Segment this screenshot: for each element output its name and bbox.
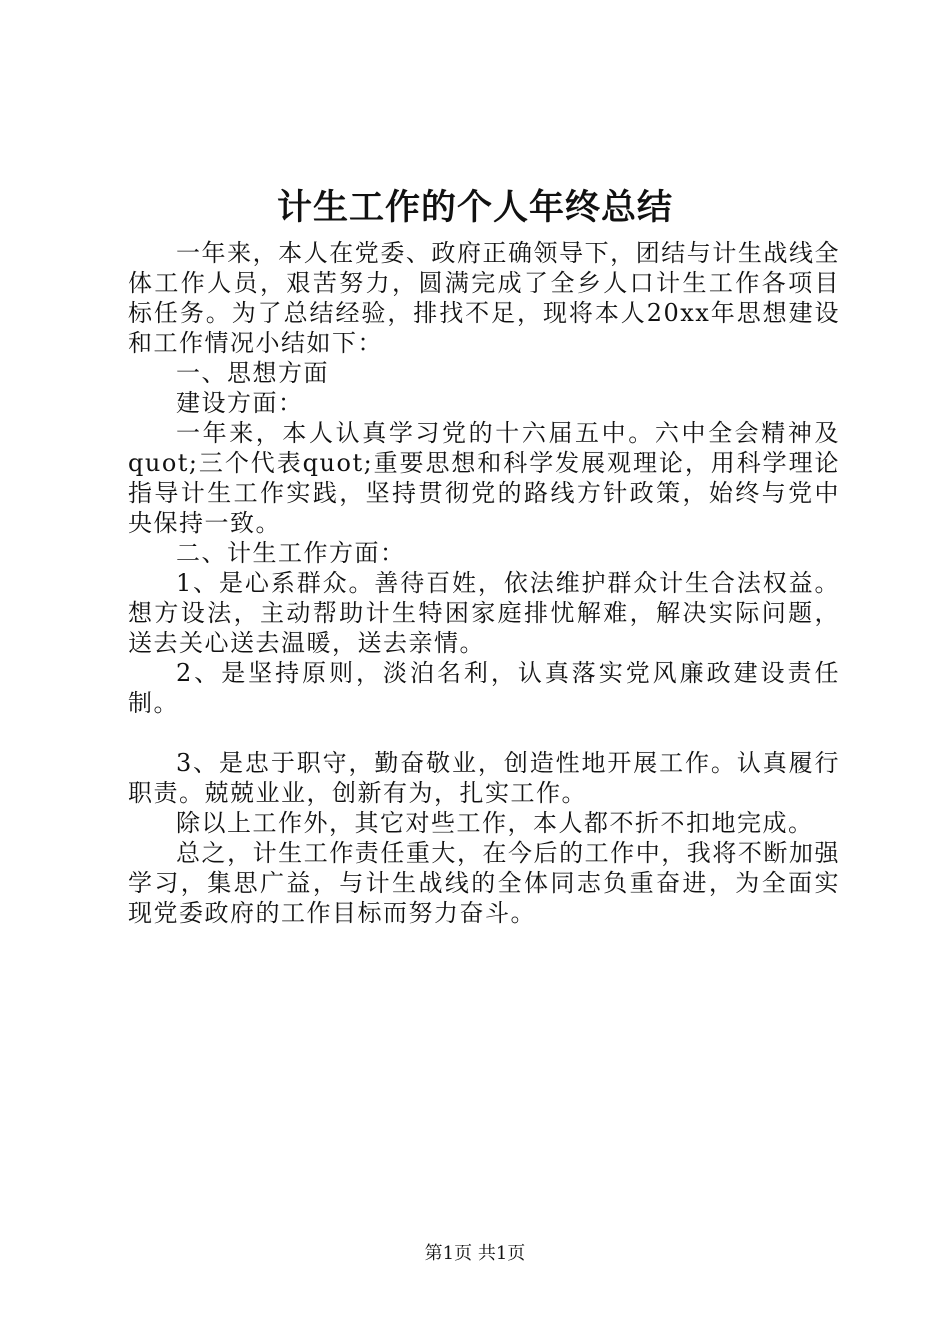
paragraph-item-2: 2、是坚持原则，淡泊名利，认真落实党风廉政建设责任制。 bbox=[128, 659, 840, 717]
paragraph-spacer bbox=[128, 718, 840, 748]
paragraph-study: 一年来，本人认真学习党的十六届五中。六中全会精神及quot;三个代表quot;重要思想和科学发展观理论，用科学理论指导计生工作实践，坚持贯彻党的路线方针政策，始终与党中央保持一致。 bbox=[128, 419, 840, 537]
page-footer: 第1页 共1页 bbox=[424, 1243, 526, 1264]
document-body bbox=[128, 238, 840, 928]
paragraph-item-3: 3、是忠于职守，勤奋敬业，创造性地开展工作。认真履行职责。兢兢业业，创新有为，扎实工作。 bbox=[128, 749, 840, 807]
section-heading-work: 二、计生工作方面： bbox=[176, 539, 406, 567]
paragraph-item-1: 1、是心系群众。善待百姓，依法维护群众计生合法权益。想方设法，主动帮助计生特困家庭排忧解难，解决实际问题，送去关心送去温暖，送去亲情。 bbox=[128, 569, 840, 657]
paragraph-conclusion: 总之，计生工作责任重大，在今后的工作中，我将不断加强学习，集思广益，与计生战线的全体同志负重奋进，为全面实现党委政府的工作目标而努力奋斗。 bbox=[128, 839, 840, 927]
paragraph-other-work: 除以上工作外，其它对些工作，本人都不折不扣地完成。 bbox=[176, 809, 814, 837]
section-heading-thought: 一、思想方面 bbox=[176, 359, 329, 387]
document-title: 计生工作的个人年终总结 bbox=[276, 187, 673, 228]
subheading-construction: 建设方面： bbox=[176, 389, 304, 417]
paragraph-intro: 一年来，本人在党委、政府正确领导下，团结与计生战线全体工作人员，艰苦努力，圆满完成了全乡人口计生工作各项目标任务。为了总结经验，排找不足，现将本人20xx年思想建设和工作情况小结如下： bbox=[128, 239, 840, 357]
